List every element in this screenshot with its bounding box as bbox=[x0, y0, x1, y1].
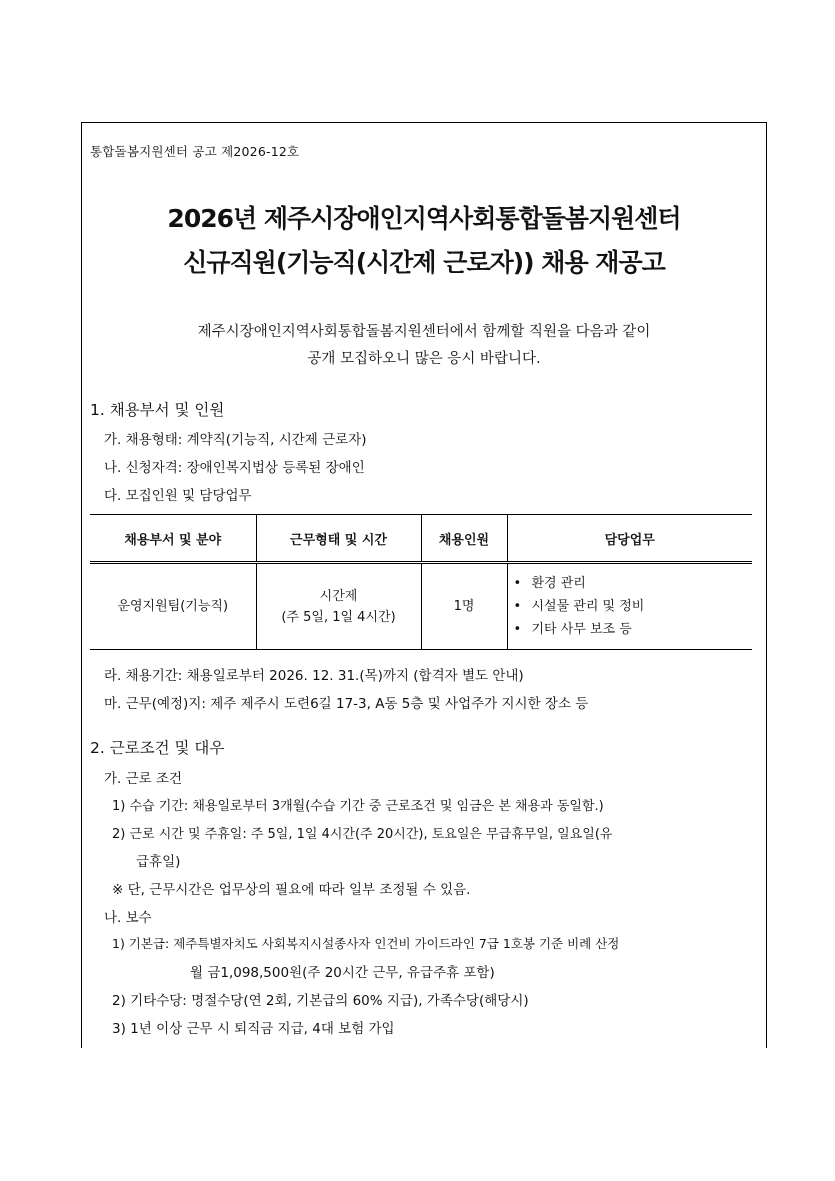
section2-sub-na: 나. 보수 bbox=[104, 910, 152, 926]
cell-work-type bbox=[256, 563, 421, 650]
section1-item-ma: 마. 근무(예정)지: 제주 제주시 도련6길 17-3, A동 5층 및 사업주가 지시한 장소 등 bbox=[104, 696, 589, 712]
table-header-work-type: 근무형태 및 시간 bbox=[256, 515, 421, 563]
bullet-icon: • bbox=[513, 599, 522, 614]
duty-item: • 시설물 관리 및 정비 bbox=[514, 595, 752, 618]
section2-ga-note: ※ 단, 근무시간은 업무상의 필요에 따라 일부 조정될 수 있음. bbox=[112, 882, 471, 898]
section2-na-item1: 1) 기본급: 제주특별자치도 사회복지시설종사자 인건비 가이드라인 7급 1호봉 기준 비례 산정 bbox=[112, 936, 620, 951]
document-title-line1: 2026년 제주시장애인지역사회통합돌봄지원센터 bbox=[167, 204, 681, 233]
section2-sub-ga: 가. 근로 조건 bbox=[104, 771, 183, 787]
table-header-count: 채용인원 bbox=[421, 515, 507, 563]
duty-item: • 기타 사무 보조 등 bbox=[514, 618, 752, 641]
section2-na-item1-cont: 월 금1,098,500원(주 20시간 근무, 유급주휴 포함) bbox=[190, 965, 495, 981]
duty-item: • 환경 관리 bbox=[514, 572, 752, 595]
table-header-duties: 담당업무 bbox=[507, 515, 752, 563]
section1-item-ga: 가. 채용형태: 계약직(기능직, 시간제 근로자) bbox=[104, 432, 367, 448]
cell-work-type-line2: (주 5일, 1일 4시간) bbox=[281, 609, 396, 625]
cell-work-type-line1: 시간제 bbox=[319, 588, 358, 604]
intro-line1: 제주시장애인지역사회통합돌봄지원센터에서 함께할 직원을 다음과 같이 bbox=[197, 324, 651, 340]
section1-item-ra: 라. 채용기간: 채용일로부터 2026. 12. 31.(목)까지 (합격자 별도 안내) bbox=[104, 668, 524, 684]
section1-item-na: 나. 신청자격: 장애인복지법상 등록된 장애인 bbox=[104, 460, 365, 476]
table-header-row bbox=[90, 515, 752, 563]
document-title-line2: 신규직원(기능직(시간제 근로자)) 채용 재공고 bbox=[183, 248, 665, 277]
bullet-icon: • bbox=[513, 576, 522, 591]
recruitment-table bbox=[90, 514, 752, 650]
section1-heading: 1. 채용부서 및 인원 bbox=[90, 401, 225, 419]
bullet-icon: • bbox=[513, 622, 522, 637]
section2-ga-item1: 1) 수습 기간: 채용일로부터 3개월(수습 기간 중 근로조건 및 임금은 본 채용과 동일함.) bbox=[112, 799, 604, 814]
section2-heading: 2. 근로조건 및 대우 bbox=[90, 739, 225, 757]
intro-line2: 공개 모집하오니 많은 응시 바랍니다. bbox=[307, 351, 541, 367]
cell-count: 1명 bbox=[421, 563, 507, 650]
section2-ga-item2-cont: 급휴일) bbox=[136, 854, 181, 870]
section1-item-da: 다. 모집인원 및 담당업무 bbox=[104, 488, 252, 504]
cell-duties bbox=[507, 563, 752, 650]
section2-ga-item2: 2) 근로 시간 및 주휴일: 주 5일, 1일 4시간(주 20시간), 토요일은 무급휴무일, 일요일(유 bbox=[112, 827, 613, 842]
table-row bbox=[90, 563, 752, 650]
section2-na-item2: 2) 기타수당: 명절수당(연 2회, 기본급의 60% 지급), 가족수당(해당시) bbox=[112, 993, 529, 1009]
section2-na-item3: 3) 1년 이상 근무 시 퇴직금 지급, 4대 보험 가입 bbox=[112, 1021, 395, 1037]
table-header-dept: 채용부서 및 분야 bbox=[90, 515, 256, 563]
cell-dept: 운영지원팀(기능직) bbox=[90, 563, 256, 650]
notice-number: 통합돌봄지원센터 공고 제2026-12호 bbox=[90, 144, 300, 159]
